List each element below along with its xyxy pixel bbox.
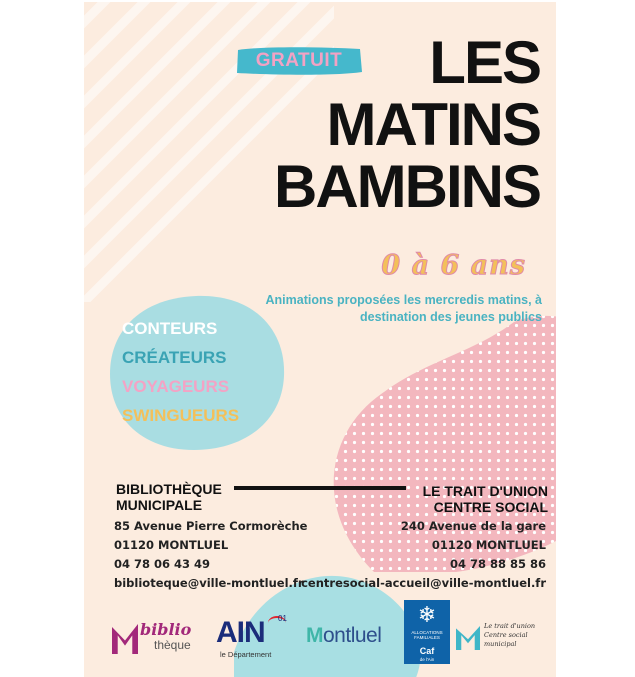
trait-union-logo-line: municipal xyxy=(484,640,517,648)
library-city: 01120 MONTLUEL xyxy=(114,538,229,552)
library-contact xyxy=(114,517,307,593)
biblio-logo-subtext: thèque xyxy=(154,638,191,652)
center-email[interactable]: centresocial-accueil@ville-montluel.fr xyxy=(301,576,546,590)
center-title-line: LE TRAIT D'UNION xyxy=(422,483,548,499)
library-phone: 04 78 06 43 49 xyxy=(114,557,211,571)
trait-union-logo-line: Le trait d'union xyxy=(484,622,536,630)
trait-union-logo xyxy=(456,620,548,666)
m-logo-icon xyxy=(456,626,480,650)
montluel-logo-initial: M xyxy=(306,624,323,647)
trait-union-logo-text xyxy=(484,622,535,649)
library-title xyxy=(116,481,222,513)
description-line: destination des jeunes publics xyxy=(360,310,542,324)
partner-logos xyxy=(84,600,556,670)
m-logo-icon xyxy=(112,624,138,654)
gratuit-label: GRATUIT xyxy=(255,50,343,71)
bibliotheque-logo xyxy=(112,620,208,660)
poster xyxy=(84,2,556,677)
library-address: 85 Avenue Pierre Cormorèche xyxy=(114,519,308,533)
montluel-logo-text xyxy=(306,624,381,648)
center-phone: 04 78 88 85 86 xyxy=(449,557,546,571)
caf-logo-line: ALLOCATIONS xyxy=(411,630,443,635)
word-createurs: CRÉATEURS xyxy=(122,348,227,367)
center-title xyxy=(423,483,548,515)
title-line: BAMBINS xyxy=(274,153,540,220)
word-voyageurs: VOYAGEURS xyxy=(122,377,230,396)
ain-logo-text: AIN xyxy=(216,616,265,649)
library-email[interactable]: biblioteque@ville-montluel.fr xyxy=(114,576,304,590)
activity-words xyxy=(122,314,239,430)
ain-logo-subtext: le Département xyxy=(220,650,272,659)
description-line: Animations proposées les mercredis matins, à xyxy=(265,293,542,307)
title-line: LES xyxy=(429,29,540,96)
word-conteurs: CONTEURS xyxy=(122,319,218,338)
montluel-logo-rest: ontluel xyxy=(323,624,382,647)
age-range: 0 à 6 ans xyxy=(381,250,526,281)
caf-logo-sub: de l'Ain xyxy=(419,657,435,662)
word-swingueurs: SWINGUEURS xyxy=(122,406,240,425)
ain-departement-logo xyxy=(216,616,291,662)
caf-logo-name: Caf xyxy=(419,646,435,656)
page-title xyxy=(274,29,540,220)
library-title-line: MUNICIPALE xyxy=(116,497,203,513)
caf-logo xyxy=(404,600,450,664)
center-city: 01120 MONTLUEL xyxy=(431,538,546,552)
biblio-logo-text: biblio xyxy=(140,620,192,639)
snowflake-icon: ❄ xyxy=(417,602,437,627)
caf-logo-line: FAMILIALES xyxy=(414,635,440,640)
title-line: MATINS xyxy=(326,91,540,158)
montluel-logo xyxy=(306,620,398,660)
trait-union-logo-line: Centre social xyxy=(484,631,528,639)
ain-logo-number: 01 xyxy=(278,614,287,623)
center-title-line: CENTRE SOCIAL xyxy=(433,499,548,515)
divider xyxy=(234,486,406,490)
library-title-line: BIBLIOTHÈQUE xyxy=(116,481,222,497)
center-address: 240 Avenue de la gare xyxy=(400,519,546,533)
center-contact xyxy=(301,517,546,593)
